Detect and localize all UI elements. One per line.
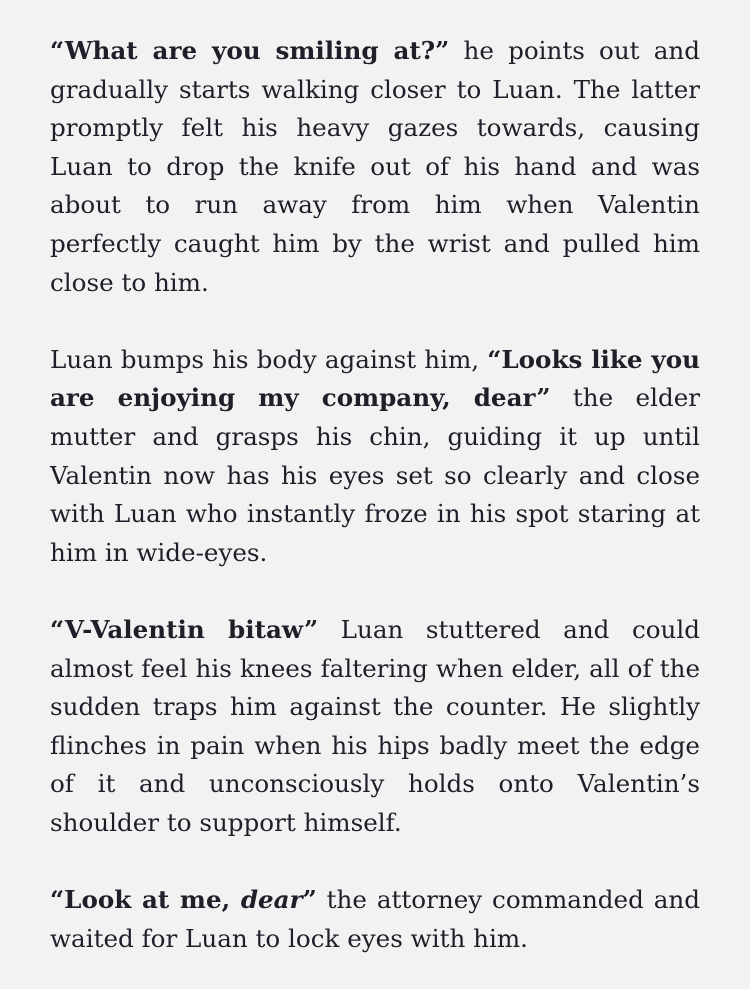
- dialogue: “V-Valentin bitaw”: [50, 614, 319, 644]
- dialogue-emphasis: dear: [240, 885, 303, 915]
- narration: Luan stuttered and could almost feel his knees faltering when elder, all of the sudden traps him against the counter. He slightly flinches in pain when his hips badly meet the edge of it and unconsciously holds onto Valentin’s shoulder to support himself.: [50, 614, 700, 837]
- dialogue-open: “Look at me,: [50, 885, 241, 915]
- dialogue-close: ”: [302, 885, 317, 915]
- narration: the attorney commanded and waited for Luan to lock eyes with him.: [50, 885, 700, 953]
- paragraph-2: [50, 341, 700, 573]
- dialogue: “Looks like you are enjoying my company, dear”: [50, 344, 700, 413]
- narration-lead: Luan bumps his body against him,: [50, 344, 488, 374]
- narration: the elder mutter and grasps his chin, guiding it up until Valentin now has his eyes set so clearly and close with Luan who instantly froze in his spot staring at him in wide-eyes.: [50, 383, 701, 567]
- paragraph-4: [50, 881, 700, 958]
- dialogue: “What are you smiling at?”: [50, 36, 450, 65]
- dialogue: [50, 885, 317, 914]
- story-text: [50, 32, 700, 958]
- paragraph-1: [50, 32, 700, 302]
- paragraph-3: [50, 611, 700, 843]
- narration: he points out and gradually starts walking closer to Luan. The latter promptly felt his heavy gazes towards, causing Luan to drop the knife out of his hand and was about to run away from him when Valentin perfectly caught him by the wrist and pulled him close to him.: [50, 36, 700, 297]
